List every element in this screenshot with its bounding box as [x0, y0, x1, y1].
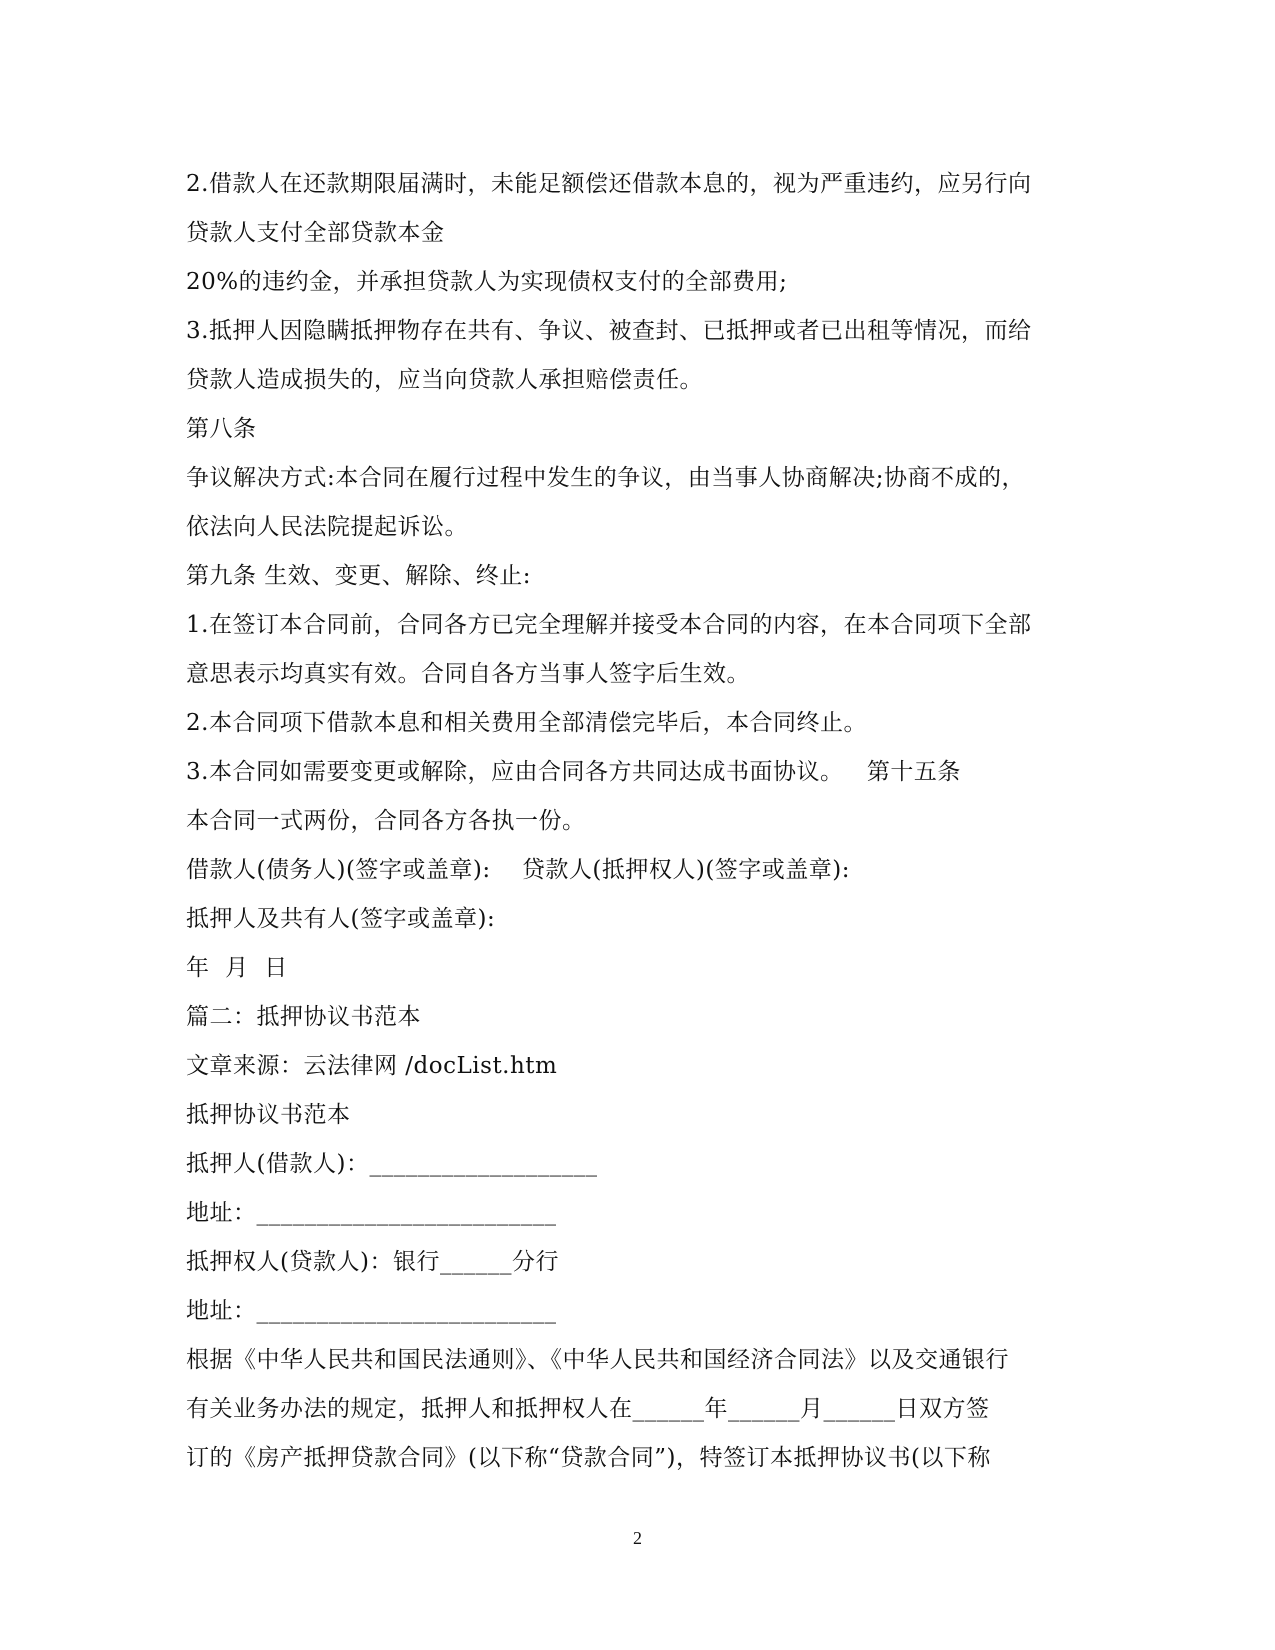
text-line-26: 有关业务办法的规定，抵押人和抵押权人在______年______月______日双方签 [186, 1396, 990, 1422]
text-line-08: 依法向人民法院提起诉讼。 [186, 514, 468, 540]
mortgagor-field: 抵押人(借款人)：___________________ [186, 1151, 598, 1177]
text-line-03: 20%的违约金，并承担贷款人为实现债权支付的全部费用; [186, 269, 788, 295]
text-line-27: 订的《房产抵押贷款合同》(以下称“贷款合同”)，特签订本抵押协议书(以下称 [186, 1445, 991, 1471]
date-line: 年 月 日 [186, 955, 288, 981]
signature-line-mortgagor: 抵押人及共有人(签字或盖章): [186, 906, 496, 932]
source-line: 文章来源：云法律网 /docList.htm [186, 1053, 558, 1079]
document-body [186, 160, 1086, 1483]
text-line-05: 贷款人造成损失的，应当向贷款人承担赔偿责任。 [186, 367, 703, 393]
text-line-14: 本合同一式两份，合同各方各执一份。 [186, 808, 586, 834]
text-line-25: 根据《中华人民共和国民法通则》、《中华人民共和国经济合同法》以及交通银行 [186, 1347, 1009, 1373]
text-line-13: 3.本合同如需要变更或解除，应由合同各方共同达成书面协议。 第十五条 [186, 759, 961, 785]
mortgagee-field: 抵押权人(贷款人)：银行______分行 [186, 1249, 559, 1275]
signature-line-borrower-lender: 借款人(债务人)(签字或盖章): 贷款人(抵押权人)(签字或盖章): [186, 857, 851, 883]
text-line-02: 贷款人支付全部贷款本金 [186, 220, 445, 246]
text-line-01: 2.借款人在还款期限届满时，未能足额偿还借款本息的，视为严重违约，应另行向 [186, 171, 1032, 197]
mortgagee-address-field: 地址：_________________________ [186, 1298, 557, 1324]
text-line-12: 2.本合同项下借款本息和相关费用全部清偿完毕后，本合同终止。 [186, 710, 867, 736]
page-number: 2 [633, 1528, 642, 1548]
text-line-04: 3.抵押人因隐瞒抵押物存在共有、争议、被查封、已抵押或者已出租等情况，而给 [186, 318, 1032, 344]
text-line-07: 争议解决方式:本合同在履行过程中发生的争议，由当事人协商解决;协商不成的， [186, 465, 1025, 491]
article-9-heading: 第九条 生效、变更、解除、终止: [186, 563, 532, 589]
text-line-10: 1.在签订本合同前，合同各方已完全理解并接受本合同的内容，在本合同项下全部 [186, 612, 1032, 638]
article-8-heading: 第八条 [186, 416, 257, 442]
agreement-title: 抵押协议书范本 [186, 1102, 351, 1128]
text-line-11: 意思表示均真实有效。合同自各方当事人签字后生效。 [186, 661, 750, 687]
mortgagor-address-field: 地址：_________________________ [186, 1200, 557, 1226]
section-2-heading: 篇二：抵押协议书范本 [186, 1004, 421, 1030]
